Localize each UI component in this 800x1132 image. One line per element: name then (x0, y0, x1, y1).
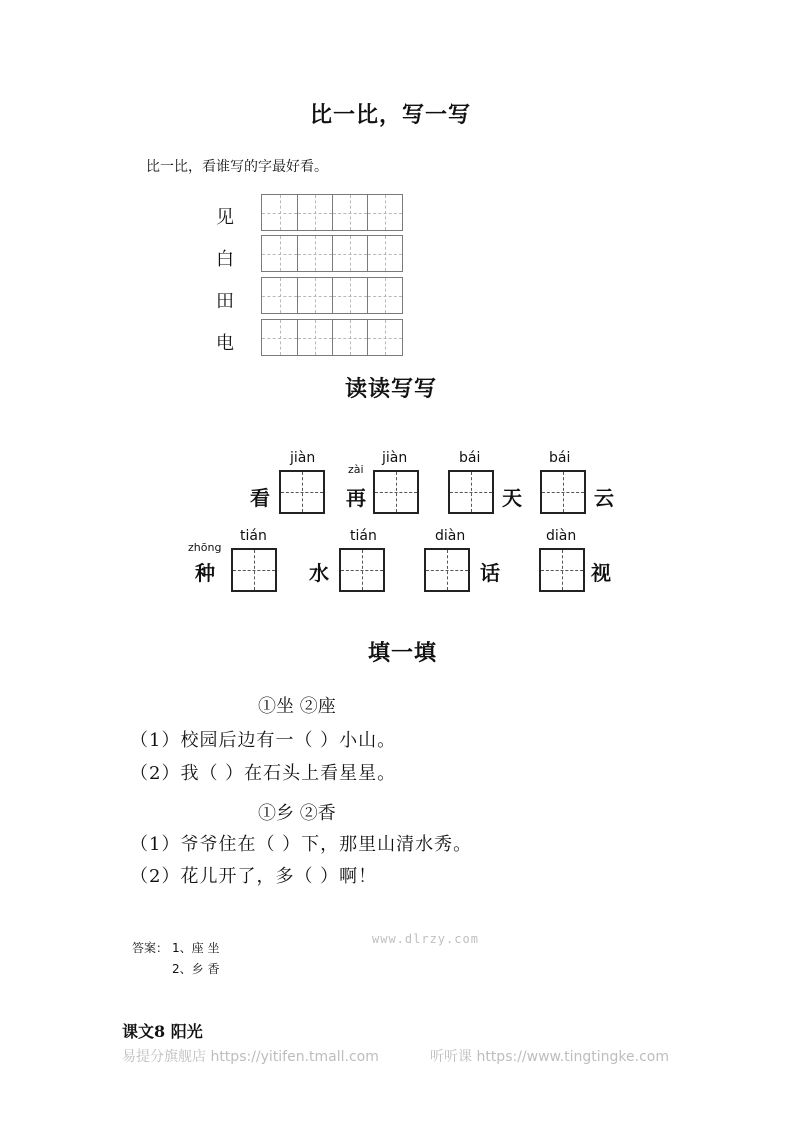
answer-line-1: 1、座 坐 (172, 941, 220, 955)
lesson-title: 课文8 阳光 (122, 1022, 203, 1041)
word-char-tian: 天 (502, 486, 522, 510)
word-char-kan: 看 (250, 486, 270, 510)
tianzige-box-3[interactable] (448, 470, 494, 514)
tianzige-box-2[interactable] (373, 470, 419, 514)
fill-blank-2-2[interactable]: （2）花儿开了，多（ ）啊！ (130, 866, 378, 887)
footer-link-yitifen[interactable]: 易提分旗舰店 https://yitifen.tmall.com (122, 1049, 379, 1065)
fill-blank-1-2[interactable]: （2）我（ ）在石头上看星星。 (130, 763, 397, 784)
pinyin-zhong: zhōng (188, 541, 222, 554)
row-label-4: 电 (216, 333, 234, 354)
word-char-hua: 话 (480, 561, 500, 585)
tianzige-box-6[interactable] (339, 548, 385, 592)
pinyin-zai: zài (348, 463, 364, 476)
footer-link-tingtingke[interactable]: 听听课 https://www.tingtingke.com (430, 1049, 669, 1065)
row-label-2: 白 (216, 249, 234, 270)
answer-line-2: 2、乡 香 (172, 962, 220, 976)
tianzige-box-1[interactable] (279, 470, 325, 514)
pinyin-bai-1: bái (459, 450, 481, 466)
writing-grid-row-3[interactable] (261, 277, 403, 314)
word-char-shui: 水 (309, 561, 329, 585)
word-char-zai: 再 (346, 486, 366, 510)
options-group-1: ①坐 ②座 (258, 696, 336, 717)
writing-grid-row-1[interactable] (261, 194, 403, 231)
answer-label: 答案： (132, 941, 169, 955)
pinyin-dian-1: diàn (435, 528, 466, 544)
tianzige-box-5[interactable] (231, 548, 277, 592)
pinyin-bai-2: bái (549, 450, 571, 466)
word-char-shi: 视 (591, 561, 611, 585)
section-title-read-write: 读读写写 (345, 377, 438, 402)
instruction-text: 比一比，看谁写的字最好看。 (146, 159, 328, 175)
options-group-2: ①乡 ②香 (258, 803, 336, 824)
row-label-3: 田 (216, 291, 234, 312)
watermark-text: www.dlrzy.com (372, 932, 479, 946)
writing-grid-row-2[interactable] (261, 235, 403, 272)
fill-blank-1-1[interactable]: （1）校园后边有一（ ）小山。 (130, 730, 397, 751)
word-char-zhong: 种 (195, 561, 215, 585)
pinyin-dian-2: diàn (546, 528, 577, 544)
fill-blank-2-1[interactable]: （1）爷爷住在（ ）下，那里山清水秀。 (130, 834, 473, 855)
tianzige-box-4[interactable] (540, 470, 586, 514)
pinyin-jian-2: jiàn (382, 450, 408, 466)
pinyin-tian-2: tián (350, 528, 377, 544)
tianzige-box-7[interactable] (424, 548, 470, 592)
pinyin-jian-1: jiàn (290, 450, 316, 466)
section-title-fill-in: 填一填 (368, 641, 438, 666)
tianzige-box-8[interactable] (539, 548, 585, 592)
row-label-1: 见 (216, 207, 234, 228)
pinyin-tian-1: tián (240, 528, 267, 544)
word-char-yun: 云 (594, 486, 614, 510)
section-title-compare: 比一比，写一写 (310, 103, 472, 128)
writing-grid-row-4[interactable] (261, 319, 403, 356)
